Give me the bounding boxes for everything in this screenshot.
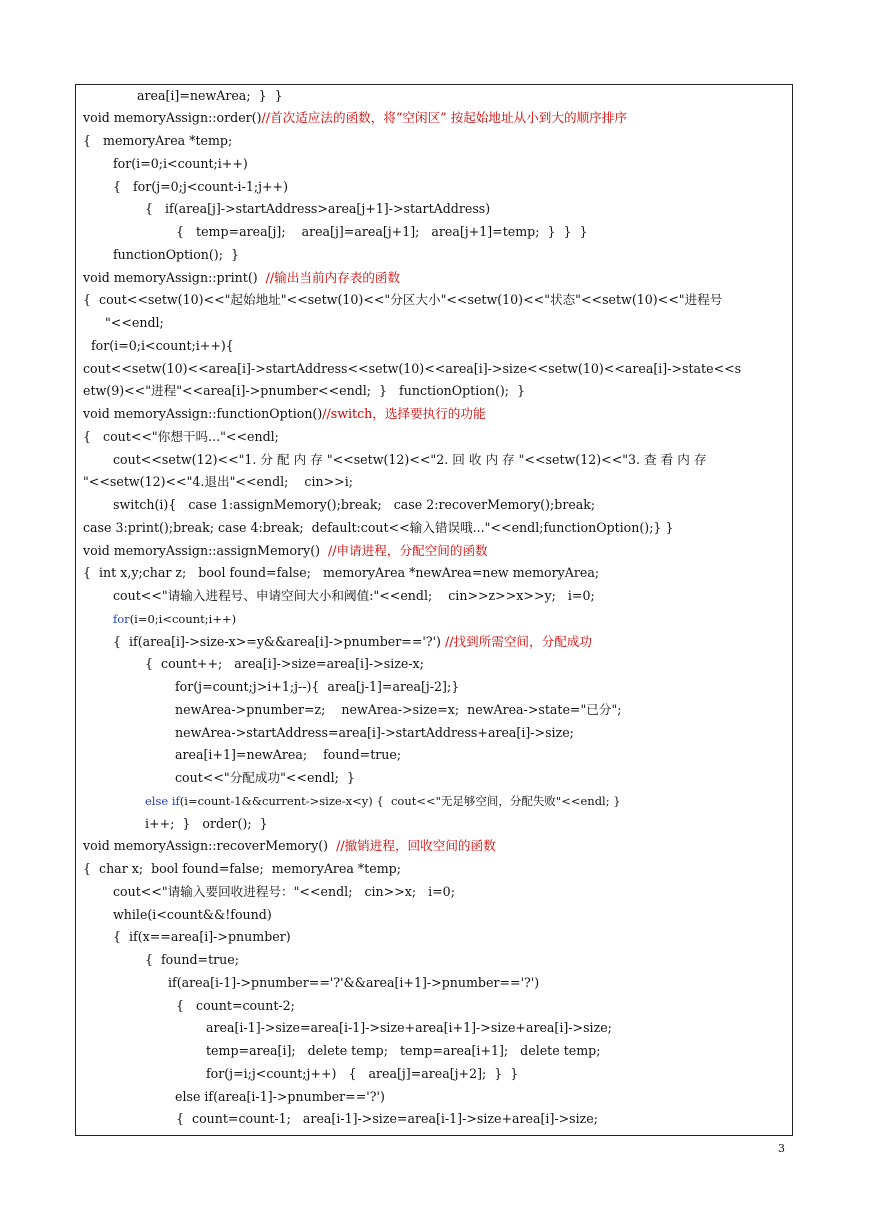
code-line: area[i]=newArea; } } [137,88,283,103]
code-line: { if(x==area[i]->pnumber) [113,929,291,944]
code-line: void memoryAssign::recoverMemory() //撤销进程，回收空间的函数 [83,838,496,853]
code-line: for(j=count;j>i+1;j--){ area[j-1]=area[j-2];} [175,679,460,694]
code-line: { if(area[j]->startAddress>area[j+1]->startAddress) [145,201,491,216]
code-line: { memoryArea *temp; [83,133,233,148]
code-line: cout<<setw(12)<<"1. 分 配 内 存 "<<setw(12)<<"2. 回 收 内 存 "<<setw(12)<<"3. 查 看 内 存 [113,452,707,467]
code-comment: //首次适应法的函数，将“空闲区” 按起始地址从小到大的顺序排序 [261,110,627,125]
code-line: void memoryAssign::print() //输出当前内存表的函数 [83,270,401,285]
code-line: switch(i){ case 1:assignMemory();break; case 2:recoverMemory();break; [113,497,596,512]
code-comment: //撤销进程，回收空间的函数 [336,838,496,853]
code-comment: //switch，选择要执行的功能 [322,406,486,421]
code-line: etw(9)<<"进程"<<area[i]->pnumber<<endl; } functionOption(); } [83,383,526,398]
page-number: 3 [778,1142,785,1155]
code-comment: //输出当前内存表的函数 [265,270,401,285]
code-line: for(i=0;i<count;i++) [113,612,237,626]
code-line: { int x,y;char z; bool found=false; memoryArea *newArea=new memoryArea; [83,565,600,580]
code-line: void memoryAssign::order()//首次适应法的函数，将“空闲区” 按起始地址从小到大的顺序排序 [83,110,627,125]
code-line: { for(j=0;j<count-i-1;j++) [113,179,289,194]
code-line: "<<setw(12)<<"4.退出"<<endl; cin>>i; [83,474,353,489]
code-line: { char x; bool found=false; memoryArea *temp; [83,861,401,876]
code-line: cout<<"分配成功"<<endl; } [175,770,355,785]
code-line: for(i=0;i<count;i++){ [91,338,234,353]
code-line: { count=count-2; [176,998,295,1013]
code-keyword: else if [145,794,180,808]
code-line: void memoryAssign::functionOption()//switch，选择要执行的功能 [83,406,486,421]
code-line: if(area[i-1]->pnumber=='?'&&area[i+1]->pnumber=='?') [168,975,540,990]
code-line: area[i-1]->size=area[i-1]->size+area[i+1]->size+area[i]->size; [206,1020,612,1035]
code-line: for(j=i;j<count;j++) { area[j]=area[j+2]; } } [206,1066,519,1081]
code-line: else if(i=count-1&&current->size-x<y) { cout<<"无足够空间，分配失败"<<endl; } [145,794,621,808]
code-line: { count=count-1; area[i-1]->size=area[i-1]->size+area[i]->size; [176,1111,599,1126]
code-keyword: for [113,612,130,626]
code-line: i++; } order(); } [145,816,268,831]
code-line: newArea->pnumber=z; newArea->size=x; newArea->state="已分"; [175,702,622,717]
code-frame [75,84,793,1136]
code-line: cout<<setw(10)<<area[i]->startAddress<<setw(10)<<area[i]->size<<setw(10)<<area[i]->state<<s [83,361,742,376]
code-line: else if(area[i-1]->pnumber=='?') [175,1089,385,1104]
code-line: { cout<<"你想干吗..."<<endl; [83,429,279,444]
code-line: newArea->startAddress=area[i]->startAddress+area[i]->size; [175,725,574,740]
code-line: for(i=0;i<count;i++) [113,156,248,171]
code-comment: //找到所需空间，分配成功 [444,634,592,649]
code-line: functionOption(); } [113,247,239,262]
code-line: cout<<"请输入要回收进程号："<<endl; cin>>x; i=0; [113,884,455,899]
code-line: area[i+1]=newArea; found=true; [175,747,402,762]
code-line: { count++; area[i]->size=area[i]->size-x; [145,656,424,671]
code-line: temp=area[i]; delete temp; temp=area[i+1]; delete temp; [206,1043,601,1058]
code-line: "<<endl; [105,315,164,330]
code-line: { if(area[i]->size-x>=y&&area[i]->pnumber=='?') //找到所需空间，分配成功 [113,634,592,649]
code-line: while(i<count&&!found) [113,907,272,922]
code-comment: //申请进程，分配空间的函数 [328,543,488,558]
code-line: cout<<"请输入进程号、申请空间大小和阈值:"<<endl; cin>>z>>x>>y; i=0; [113,588,595,603]
code-line: { cout<<setw(10)<<"起始地址"<<setw(10)<<"分区大小"<<setw(10)<<"状态"<<setw(10)<<"进程号 [83,292,723,307]
code-line: { found=true; [145,952,239,967]
code-line: void memoryAssign::assignMemory() //申请进程，分配空间的函数 [83,543,488,558]
code-line: { temp=area[j]; area[j]=area[j+1]; area[j+1]=temp; } } } [176,224,588,239]
code-line: case 3:print();break; case 4:break; default:cout<<输入错误哦..."<<endl;functionOption();} } [83,520,674,535]
